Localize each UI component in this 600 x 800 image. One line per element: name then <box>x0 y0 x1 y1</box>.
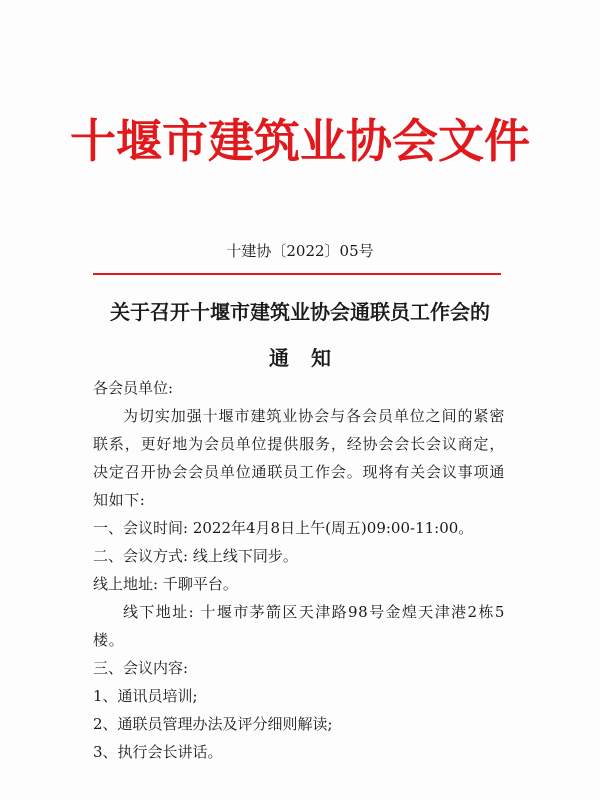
notice-body <box>93 374 505 766</box>
red-divider-line <box>93 273 501 275</box>
meeting-time-item: 一、会议时间: 2022年4月8日上午(周五)09:00-11:00。 <box>93 519 474 537</box>
meeting-content-item: 三、会议内容: <box>93 659 189 677</box>
salutation: 各会员单位: <box>93 379 174 397</box>
online-address: 线上地址: 千聊平台。 <box>93 575 238 593</box>
content-list-item: 3、执行会长讲话。 <box>93 743 223 761</box>
intro-paragraph: 为切实加强十堰市建筑业协会与各会员单位之间的紧密联系，更好地为会员单位提供服务，经协会会长会议商定，决定召开协会会员单位通联员工作会。现将有关会议事项通知如下: <box>93 407 505 509</box>
content-list-item: 1、通讯员培训; <box>93 687 198 705</box>
org-masthead-title: 十堰市建筑业协会文件 <box>70 114 530 168</box>
notice-title: 关于召开十堰市建筑业协会通联员工作会的 <box>110 300 490 324</box>
document-number: 十建协〔2022〕05号 <box>226 242 374 260</box>
notice-title-subheading: 通知 <box>269 346 353 370</box>
meeting-mode-item: 二、会议方式: 线上线下同步。 <box>93 547 298 565</box>
offline-address: 线下地址: 十堰市茅箭区天津路98号金煌天津港2栋5楼。 <box>93 603 505 649</box>
content-list-item: 2、通联员管理办法及评分细则解读; <box>93 715 333 733</box>
